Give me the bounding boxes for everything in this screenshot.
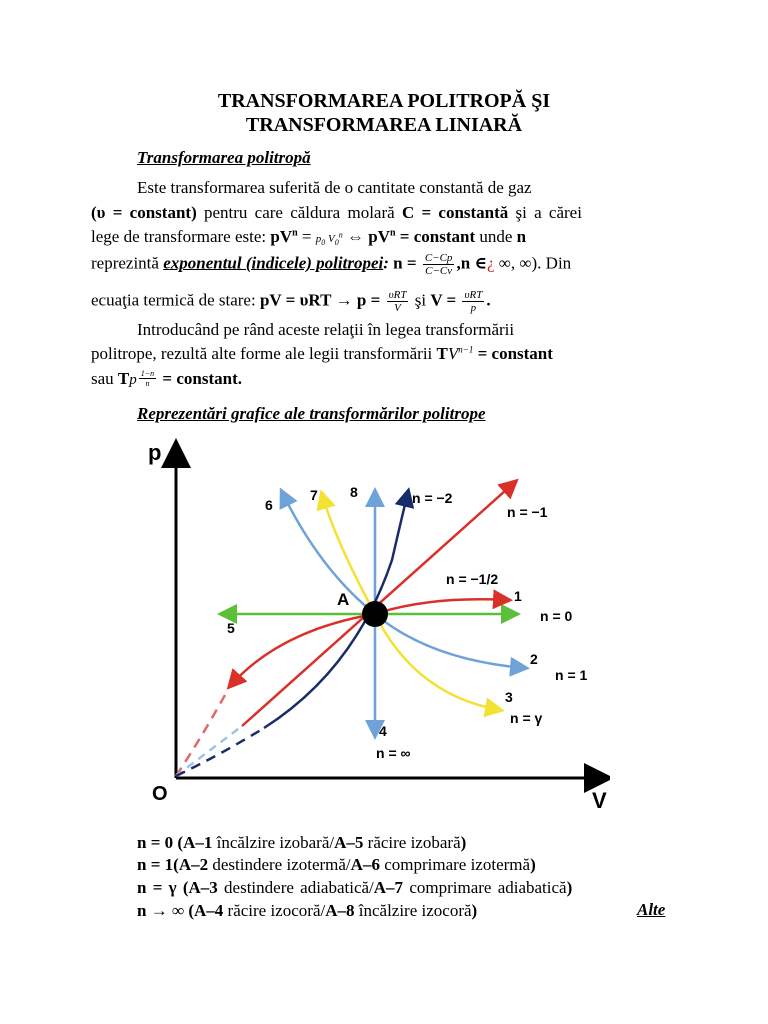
text: pentru care căldura molară [196,203,402,222]
fraction-numerator: C−Cp [424,252,453,264]
text: Introducând pe rând aceste relaţii în legea transformării [137,320,515,339]
legend-line-ninf [137,900,677,922]
text: T [436,344,448,363]
paragraph-line: lege de transformare este: $pV^n = p_0$ $V_0^n$ ⇔ $pV^n$ = constant unde n [91,227,527,248]
polytropic-chart [130,430,610,820]
curve-label-3: 3 [505,689,513,705]
text: ) [530,855,536,874]
text: destindere adiabatică/ [217,878,374,897]
n-label-minus2: n = −2 [412,490,453,506]
text: ⇔ [342,227,369,246]
n-label-1: n = 1 [555,667,588,683]
text: ecuaţia termică de stare: [91,290,260,310]
text: A–6 [350,855,380,874]
section-heading-graphs: Reprezentări grafice ale transformărilor politrope [137,404,486,423]
text: comprimare izotermă [379,855,531,874]
text: (A–4 [188,901,224,920]
text: (υ = constant) [91,203,197,222]
text: = constant [395,227,476,246]
n-label-minus-half: n = −1/2 [446,571,499,587]
fraction-denominator: V [394,302,401,314]
curve-dashed-red [176,695,225,776]
paragraph-line [91,203,676,223]
text: V [447,344,459,363]
text: . [486,290,491,310]
origin-label: O [152,783,168,805]
curve-label-1: 1 [514,588,522,604]
text: n [516,227,527,246]
n-label-minus1: n = −1 [507,504,548,520]
legend-line-ngamma [137,877,677,899]
page-title-line2: TRANSFORMAREA LINIARĂ [245,114,523,136]
point-A-label: A [337,590,350,609]
curve-dashed-blue [176,726,242,776]
text: reprezintă [91,253,164,273]
text: sau [91,369,118,388]
curve-label-7: 7 [310,487,318,503]
fraction-numerator: υRT [388,289,407,301]
text: → [331,290,357,310]
paragraph-line [91,289,676,314]
text: p = [356,290,385,310]
text: n = γ [137,878,183,897]
paragraph-line [91,344,676,364]
curve-n1-A2 [375,614,525,668]
text: C = constantă [401,203,509,222]
paragraph-line [91,369,676,389]
text: (A–2 [173,855,209,874]
x-axis-label: V [592,788,607,813]
point-A [362,601,388,627]
text: unde [475,227,517,246]
text: comprimare adiabatică [403,878,567,897]
n-label-inf: n = ∞ [376,745,411,761]
paragraph-line [91,178,676,198]
text: V = [430,290,461,310]
text: n = [388,253,421,273]
text: ) [566,878,573,897]
text: ¿ [486,253,495,273]
text: lege de transformare este: [91,227,271,246]
text: ,n ∈ [456,253,487,273]
text: A–7 [373,878,404,897]
curve-label-6: 6 [265,497,273,513]
text: destindere izotermă/ [208,855,351,874]
text: n = 0 [137,833,178,852]
curve-n-half-down [230,614,375,686]
text: : [383,253,389,273]
page-title-line1: TRANSFORMAREA POLITROPĂ ŞI [217,90,551,112]
text: A–5 [334,833,364,852]
fraction-v [462,289,484,314]
section-heading-polytropic: Transformarea politropă [137,148,311,167]
polytropic-index-term: exponentul (indicele) politropei [163,253,384,273]
text: = constant [473,344,553,363]
text: şi a cărei [508,203,582,222]
text: (A–3 [182,878,218,897]
y-axis-label: p [148,440,162,465]
text: ) [460,833,467,852]
text: încălzire izobară/ [212,833,335,852]
n-label-0: n = 0 [540,608,573,624]
text: răcire izocoră/ [223,901,326,920]
text: p [129,372,137,388]
text: (A–1 [177,833,213,852]
legend-line-n0 [137,832,677,854]
curve-dashed-navy [176,728,264,776]
exponent: n−1 [458,344,474,355]
curve-label-4: 4 [379,723,387,739]
curve-n-half-up [375,599,508,614]
text: ) [471,901,478,920]
text: pV [270,227,293,246]
text: A–8 [325,901,355,920]
fraction-denominator: p [470,302,477,314]
text: = constant. [158,369,243,388]
curve-label-5: 5 [227,620,235,636]
text: n = 1 [137,855,174,874]
legend-line-n1 [137,854,677,876]
text: T [117,369,130,388]
fraction-c [423,252,455,277]
curve-label-2: 2 [530,651,538,667]
text: = [297,227,316,246]
text: ∞, ∞). Din [494,253,572,273]
text: pV [368,227,390,246]
p0-v0-term: $p_0$ $V_0^n$ [315,230,343,248]
text: şi [410,290,431,310]
continuation-word: Alte [637,900,666,919]
fraction-denominator: C−Cv [425,265,453,277]
n-label-gamma: n = γ [510,710,543,726]
text: răcire izobară [363,833,461,852]
text: n → ∞ [137,901,189,920]
paragraph-line [91,320,676,340]
fraction-denominator: n [145,379,150,388]
fraction-p [387,289,409,314]
curve-n1-A6 [282,492,375,614]
text: Este transformarea suferită de o cantitate constantă de gaz [137,178,532,197]
text: pV = υRT [259,290,332,310]
exponent-fraction [139,369,156,388]
text: politrope, rezultă alte forme ale legii transformării [91,344,437,363]
fraction-numerator: 1−n [140,369,155,378]
text: încălzire izocoră [354,901,472,920]
fraction-numerator: υRT [464,289,483,301]
curve-label-8: 8 [350,484,358,500]
paragraph-line [91,252,676,277]
